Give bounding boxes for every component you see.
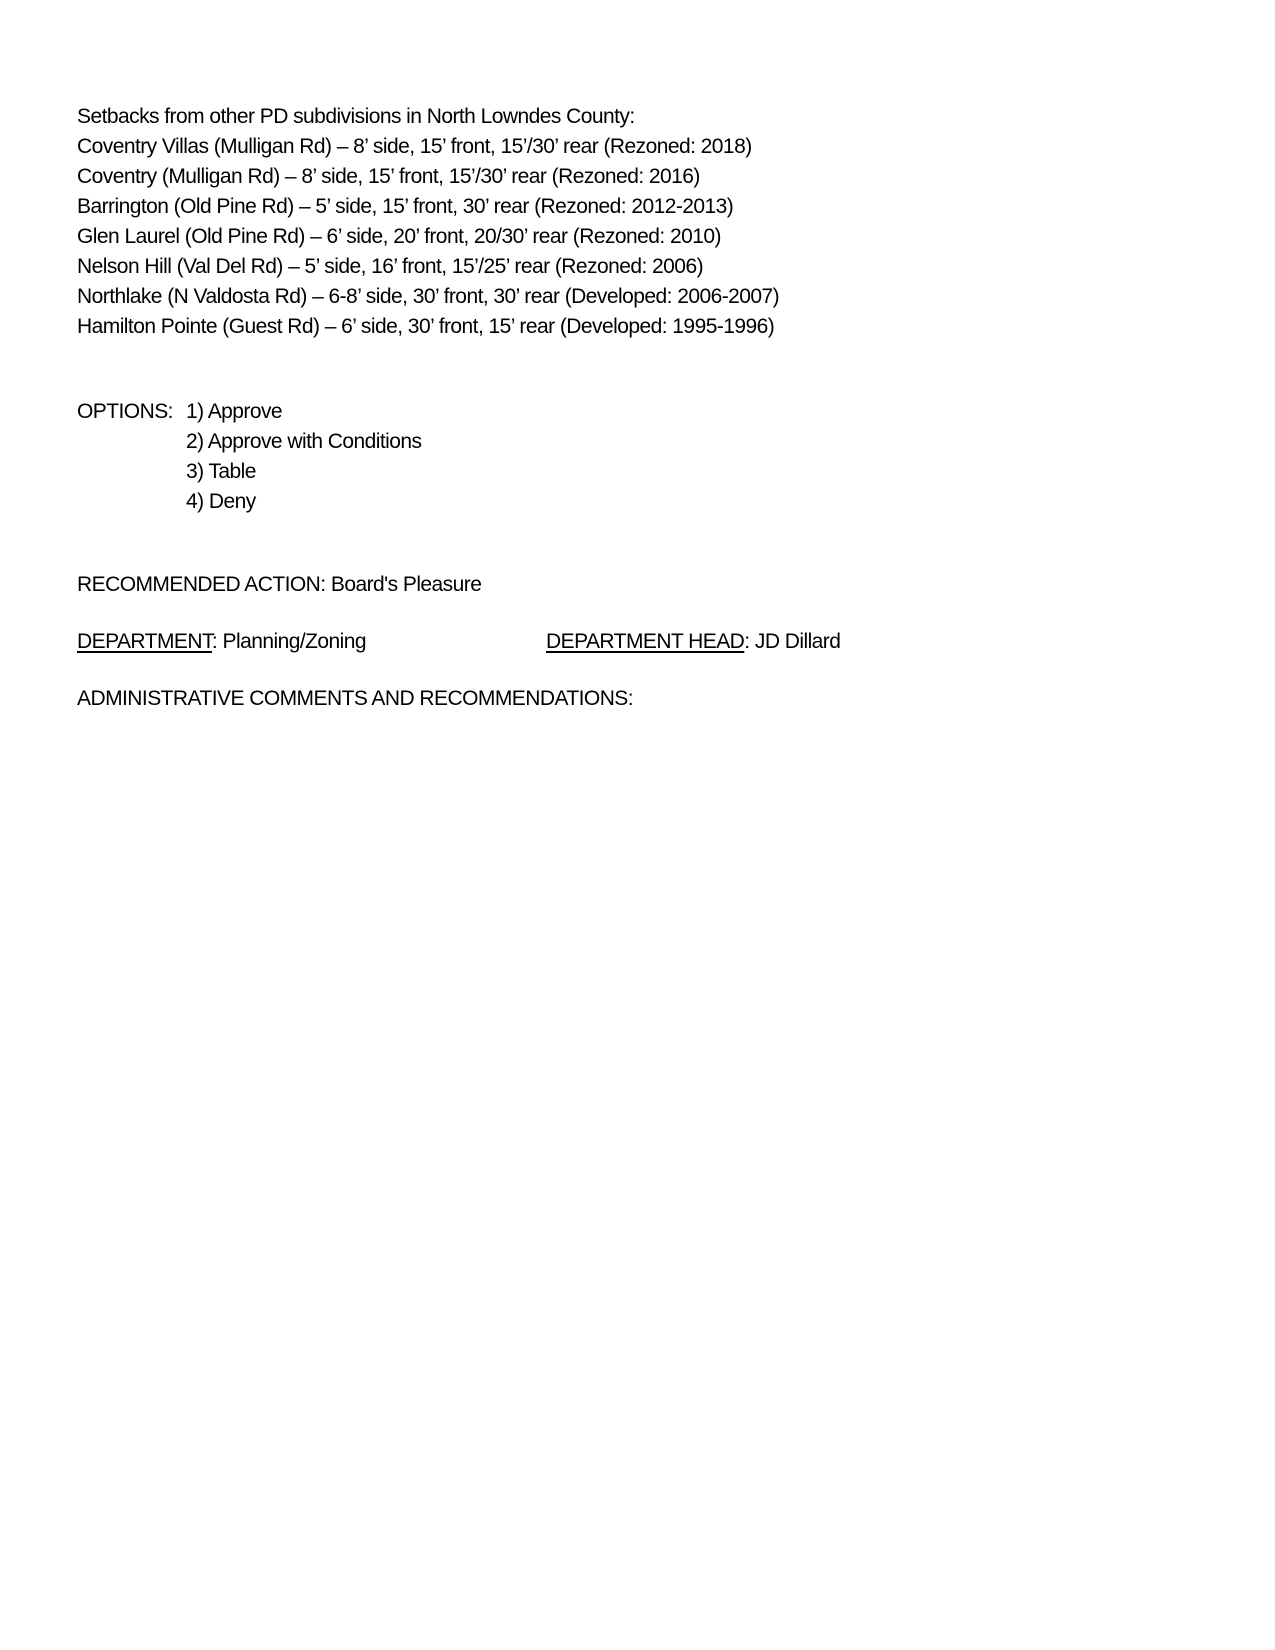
- department-head-value: : JD Dillard: [744, 630, 841, 653]
- setbacks-heading: Setbacks from other PD subdivisions in North Lowndes County:: [77, 105, 635, 128]
- department-head-label: DEPARTMENT HEAD: [546, 630, 745, 653]
- department-head: [546, 627, 840, 657]
- option-item: 3) Table: [186, 460, 256, 483]
- recommended-action: [77, 570, 481, 600]
- option-item: 4) Deny: [186, 490, 256, 513]
- setback-item: Coventry (Mulligan Rd) – 8’ side, 15’ front, 15’/30’ rear (Rezoned: 2016): [77, 165, 700, 188]
- setback-item: Barrington (Old Pine Rd) – 5’ side, 15’ front, 30’ rear (Rezoned: 2012-2013): [77, 195, 734, 218]
- option-item: 2) Approve with Conditions: [186, 430, 422, 453]
- department-value: : Planning/Zoning: [211, 630, 367, 653]
- option-item: 1) Approve: [186, 400, 283, 423]
- setback-item: Hamilton Pointe (Guest Rd) – 6’ side, 30’ front, 15’ rear (Developed: 1995-1996): [77, 315, 775, 338]
- setback-item: Coventry Villas (Mulligan Rd) – 8’ side, 15’ front, 15’/30’ rear (Rezoned: 2018): [77, 135, 752, 158]
- options-label: OPTIONS:: [77, 400, 173, 423]
- setback-item: Nelson Hill (Val Del Rd) – 5’ side, 16’ front, 15’/25’ rear (Rezoned: 2006): [77, 255, 704, 278]
- recommended-action-label: RECOMMENDED ACTION:: [77, 573, 326, 596]
- recommended-action-value: Board's Pleasure: [330, 573, 482, 596]
- department: [77, 627, 366, 657]
- admin-comments-label: ADMINISTRATIVE COMMENTS AND RECOMMENDATIONS:: [77, 687, 634, 710]
- department-label: DEPARTMENT: [77, 630, 212, 653]
- setback-item: Glen Laurel (Old Pine Rd) – 6’ side, 20’ front, 20/30’ rear (Rezoned: 2010): [77, 225, 721, 248]
- setback-item: Northlake (N Valdosta Rd) – 6-8’ side, 30’ front, 30’ rear (Developed: 2006-2007): [77, 285, 780, 308]
